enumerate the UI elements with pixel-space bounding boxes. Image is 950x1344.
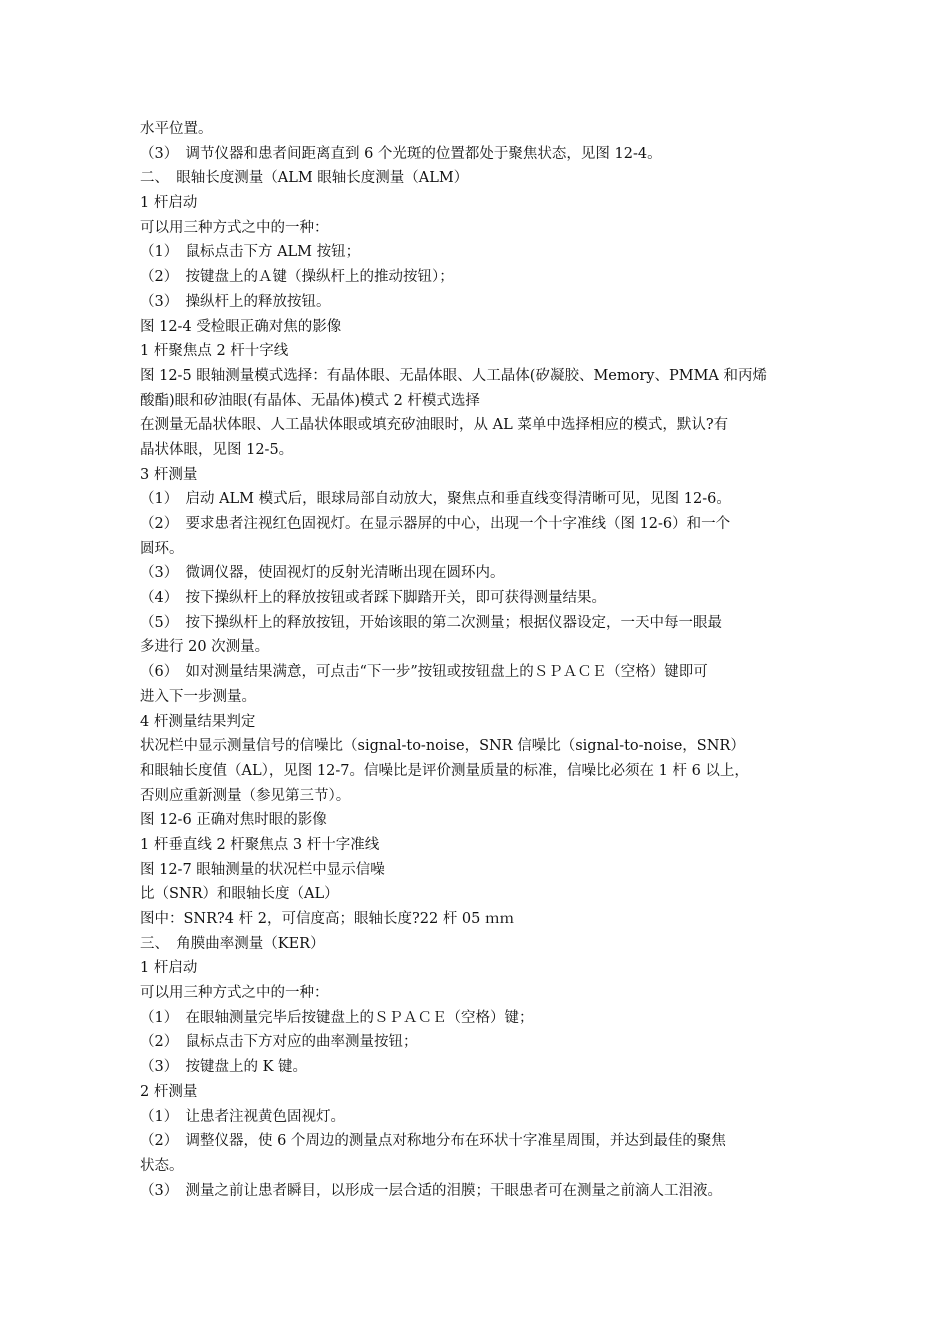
list-item: （2） 要求患者注视红色固视灯。在显示器屏的中心，出现一个十字准线（图 12-6）和一个 [140, 516, 731, 532]
subheading: 1 杆启动 [140, 960, 198, 977]
list-item: （1） 让患者注视黄色固视灯。 [140, 1108, 345, 1125]
text-line: 水平位置。 [140, 121, 213, 137]
figure-caption: 比（SNR）和眼轴长度（AL） [140, 886, 339, 903]
text-line: 可以用三种方式之中的一种： [140, 219, 329, 236]
text-line: 可以用三种方式之中的一种： [140, 985, 329, 1002]
text-line: 在测量无晶状体眼、人工晶状体眼或填充矽油眼时，从 AL 菜单中选择相应的模式，默认?有 [140, 417, 729, 434]
figure-caption: 图 12-5 眼轴测量模式选择：有晶体眼、无晶体眼、人工晶体(矽凝胶、Memory、PMMA 和丙烯 [140, 367, 768, 384]
list-item: （2） 按键盘上的Ａ键（操纵杆上的推动按钮）； [140, 269, 454, 286]
list-item: （5） 按下操纵杆上的释放按钮，开始该眼的第二次测量；根据仪器设定，一天中每一眼最 [140, 614, 722, 631]
document-body [140, 117, 820, 1203]
figure-legend: 1 杆聚焦点 2 杆十字线 [140, 343, 289, 360]
section-heading: 三、 角膜曲率测量（KER） [140, 935, 325, 952]
figure-caption: 酸酯)眼和矽油眼(有晶体、无晶体)模式 2 杆模式选择 [140, 392, 480, 409]
list-item: 圆环。 [140, 540, 184, 557]
subheading: 2 杆测量 [140, 1083, 198, 1100]
subheading: 4 杆测量结果判定 [140, 713, 256, 730]
list-item: （4） 按下操纵杆上的释放按钮或者踩下脚踏开关，即可获得测量结果。 [140, 590, 606, 607]
subheading: 1 杆启动 [140, 195, 198, 212]
list-item: （3） 按键盘上的 K 键。 [140, 1059, 308, 1076]
text-line: （3） 调节仪器和患者间距离直到 6 个光斑的位置都处于聚焦状态，见图 12-4。 [140, 145, 662, 162]
list-item: （3） 测量之前让患者瞬目，以形成一层合适的泪膜；干眼患者可在测量之前滴人工泪液。 [140, 1182, 722, 1199]
list-item: 状态。 [140, 1157, 184, 1174]
figure-caption: 图 12-4 受检眼正确对焦的影像 [140, 318, 342, 335]
list-item: （1） 启动 ALM 模式后，眼球局部自动放大，聚焦点和垂直线变得清晰可见，见图 12-6。 [140, 491, 731, 508]
figure-caption: 图 12-6 正确对焦时眼的影像 [140, 812, 327, 829]
list-item: （3） 操纵杆上的释放按钮。 [140, 293, 331, 310]
list-item: （3） 微调仪器，使固视灯的反射光清晰出现在圆环内。 [140, 565, 505, 582]
list-item: （2） 调整仪器，使 6 个周边的测量点对称地分布在环状十字准星周围，并达到最佳的聚焦 [140, 1133, 726, 1150]
text-line: 否则应重新测量（参见第三节）。 [140, 787, 351, 804]
figure-caption: 图 12-7 眼轴测量的状况栏中显示信噪 [140, 861, 385, 878]
list-item: （6） 如对测量结果满意，可点击“下一步”按钮或按钮盘上的ＳＰＡＣＥ（空格）键即可 [140, 664, 708, 681]
figure-legend: 图中：SNR?4 杆 2，可信度高；眼轴长度?22 杆 05 ｍｍ [140, 911, 514, 927]
section-heading: 二、 眼轴长度测量（ALM 眼轴长度测量（ALM） [140, 170, 469, 187]
list-item: 多进行 20 次测量。 [140, 639, 270, 656]
text-line: 晶状体眼，见图 12-5。 [140, 441, 294, 458]
figure-legend: 1 杆垂直线 2 杆聚焦点 3 杆十字准线 [140, 836, 380, 853]
subheading: 3 杆测量 [140, 466, 198, 483]
list-item: （1） 在眼轴测量完毕后按键盘上的ＳＰＡＣＥ（空格）键； [140, 1009, 534, 1026]
list-item: 进入下一步测量。 [140, 688, 256, 705]
text-line: 状况栏中显示测量信号的信噪比（signal-to-noise，SNR 信噪比（signal-to-noise，SNR） [140, 738, 745, 755]
list-item: （1） 鼠标点击下方 ALM 按钮； [140, 244, 361, 261]
text-line: 和眼轴长度值（AL），见图 12-7。信噪比是评价测量质量的标准，信噪比必须在 1 杆 6 以上， [140, 762, 749, 779]
list-item: （2） 鼠标点击下方对应的曲率测量按钮； [140, 1034, 418, 1051]
